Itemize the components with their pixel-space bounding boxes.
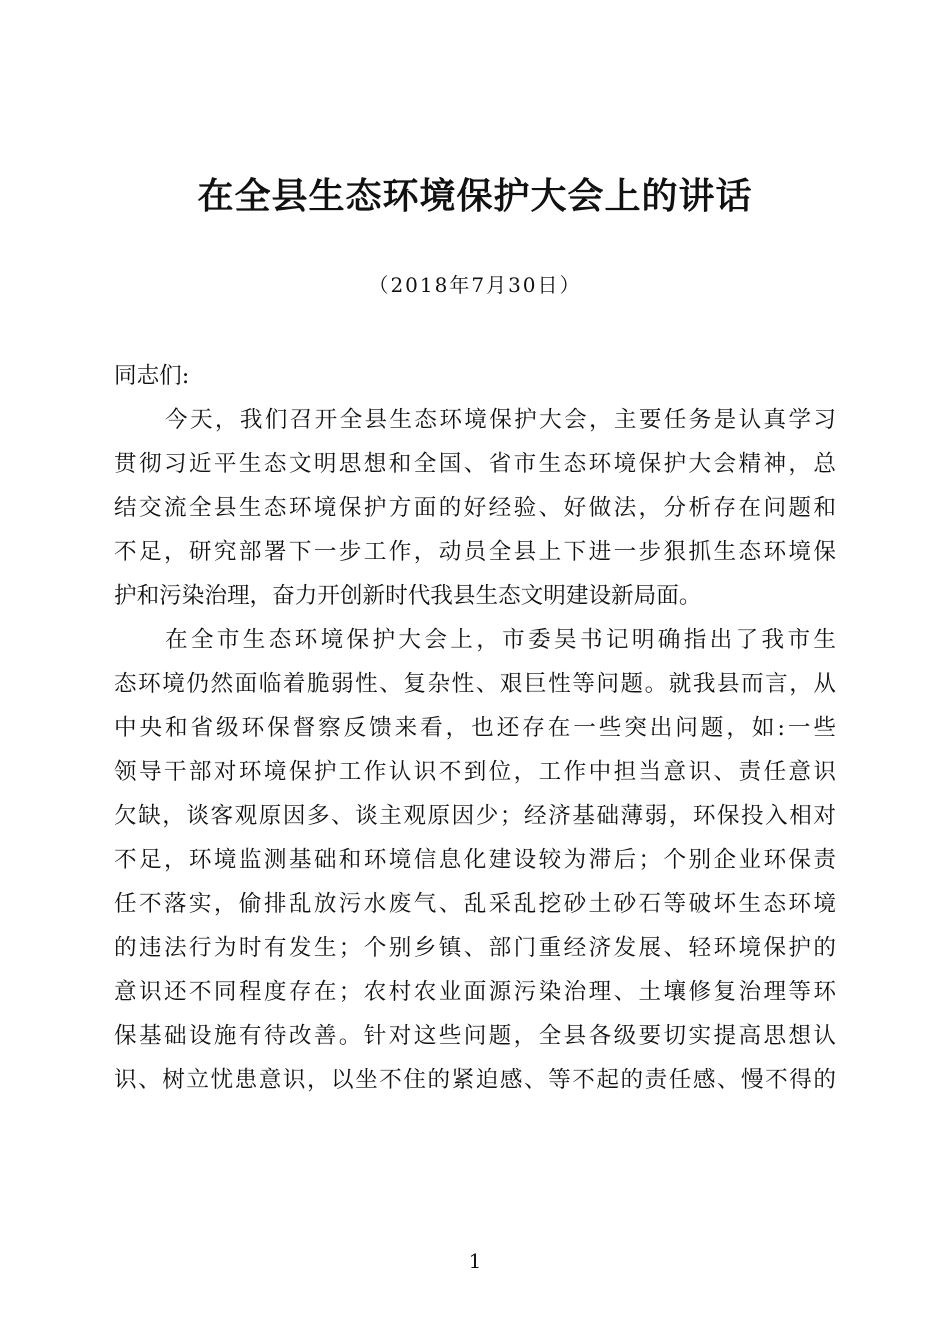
paragraph-line: 任不落实，偷排乱放污水废气、乱采乱挖砂土砂石等破坏生态环境 <box>114 891 836 917</box>
paragraph-line: 结交流全县生态环境保护方面的好经验、好做法，分析存在问题和 <box>114 495 836 521</box>
salutation: 同志们: <box>114 363 190 389</box>
paragraph-line: 护和污染治理，奋力开创新时代我县生态文明建设新局面。 <box>114 583 702 609</box>
paragraph-line: 领导干部对环境保护工作认识不到位，工作中担当意识、责任意识 <box>114 759 836 785</box>
paragraph-line: 贯彻习近平生态文明思想和全国、省市生态环境保护大会精神，总 <box>114 451 836 477</box>
paragraph-line: 今天，我们召开全县生态环境保护大会，主要任务是认真学习 <box>165 407 836 433</box>
paragraph-line: 不足，研究部署下一步工作，动员全县上下进一步狠抓生态环境保 <box>114 539 836 565</box>
paragraph-1 <box>114 398 836 618</box>
document-date: （2018年7月30日） <box>368 273 582 297</box>
paragraph-line: 意识还不同程度存在；农村农业面源污染治理、土壤修复治理等环 <box>114 979 836 1005</box>
paragraph-line: 识、树立忧患意识，以坐不住的紧迫感、等不起的责任感、慢不得的 <box>114 1067 836 1093</box>
document-body <box>114 354 836 1102</box>
paragraph-line: 保基础设施有待改善。针对这些问题，全县各级要切实提高思想认 <box>114 1023 836 1049</box>
paragraph-line: 欠缺，谈客观原因多、谈主观原因少；经济基础薄弱，环保投入相对 <box>114 803 836 829</box>
paragraph-line: 不足，环境监测基础和环境信息化建设较为滞后；个别企业环保责 <box>114 847 836 873</box>
paragraph-line: 中央和省级环保督察反馈来看，也还存在一些突出问题，如:一些 <box>114 715 836 741</box>
paragraph-line: 的违法行为时有发生；个别乡镇、部门重经济发展、轻环境保护的 <box>114 935 836 961</box>
paragraph-2 <box>114 618 836 1102</box>
paragraph-line: 在全市生态环境保护大会上，市委吴书记明确指出了我市生 <box>165 627 836 653</box>
page-number: 1 <box>468 1249 482 1273</box>
document-title: 在全县生态环境保护大会上的讲话 <box>197 176 753 217</box>
paragraph-line: 态环境仍然面临着脆弱性、复杂性、艰巨性等问题。就我县而言，从 <box>114 671 836 697</box>
